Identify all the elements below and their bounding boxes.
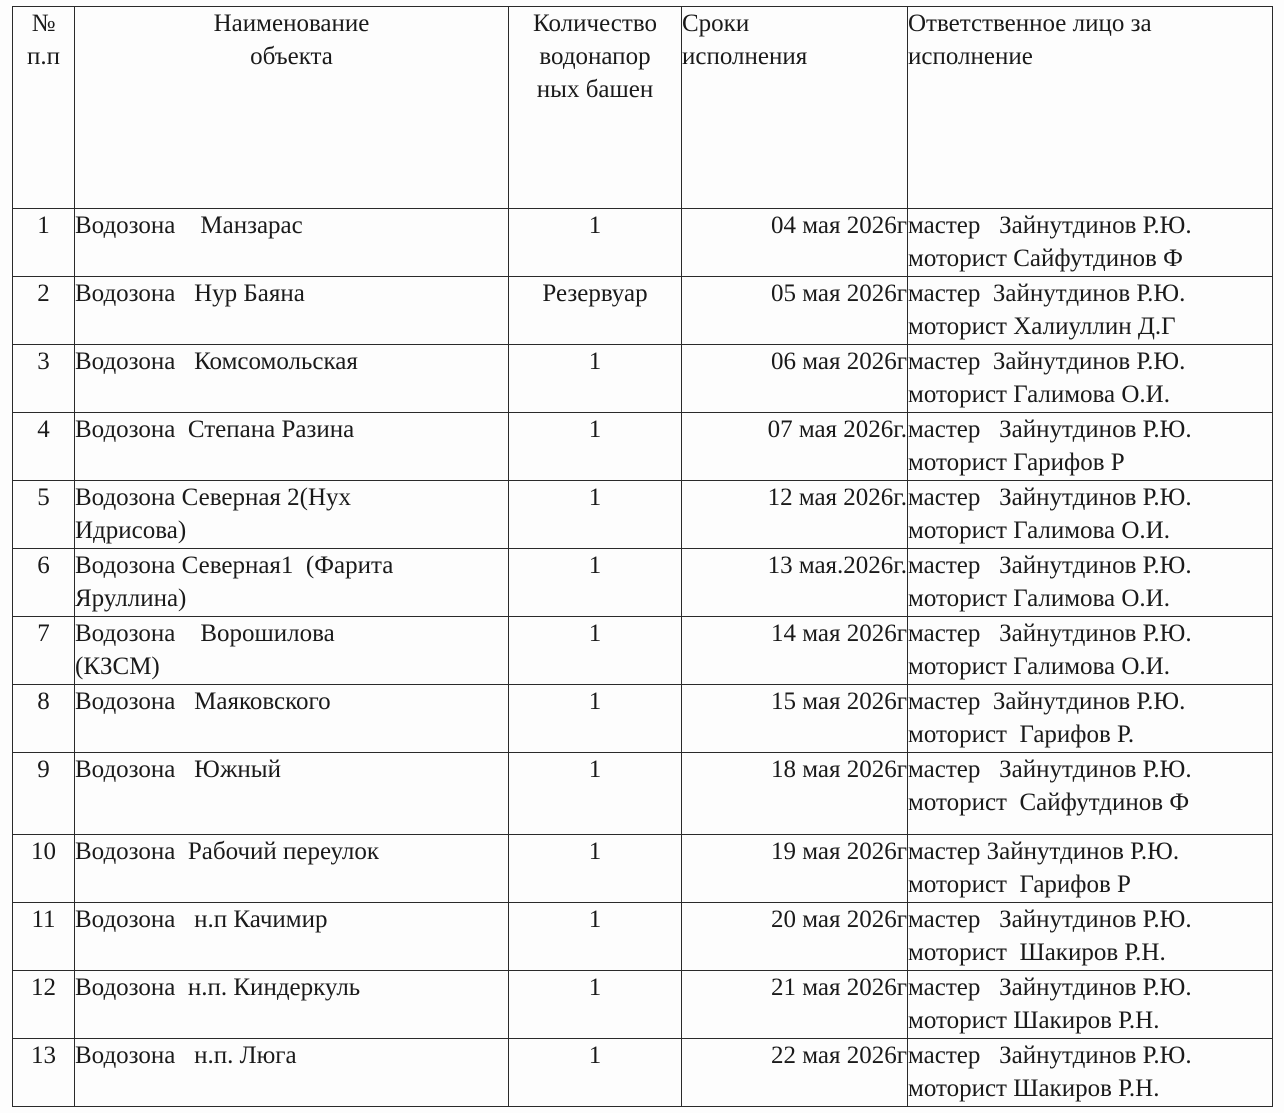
header-count-line-2: водонапор [539, 43, 651, 70]
responsible-operator: моторист Гарифов Р [908, 449, 1125, 476]
header-responsible-line-1: Ответственное лицо за [908, 10, 1152, 37]
header-deadline [682, 7, 908, 209]
responsible-master: мастер Зайнутдинов Р.Ю. [908, 838, 1180, 865]
object-name: Водозона Нур Баяна [75, 277, 509, 345]
deadline-date: 20 мая 2026г [682, 903, 908, 971]
header-object [75, 7, 509, 209]
tower-count: Резервуар [509, 277, 682, 345]
responsible-persons [908, 549, 1273, 617]
row-number: 10 [13, 835, 75, 903]
tower-count: 1 [509, 549, 682, 617]
row-number: 4 [13, 413, 75, 481]
row-number: 9 [13, 753, 75, 835]
table-row [13, 277, 1273, 345]
deadline-date: 05 мая 2026г [682, 277, 908, 345]
responsible-operator: моторист Сайфутдинов Ф [908, 789, 1190, 816]
table-body [13, 209, 1273, 1107]
deadline-date: 14 мая 2026г [682, 617, 908, 685]
table-row [13, 617, 1273, 685]
object-name: Водозона Манзарас [75, 209, 509, 277]
table-row [13, 549, 1273, 617]
row-number: 11 [13, 903, 75, 971]
responsible-master: мастер Зайнутдинов Р.Ю. [908, 1042, 1192, 1069]
tower-count: 1 [509, 617, 682, 685]
row-number: 6 [13, 549, 75, 617]
table-row [13, 903, 1273, 971]
table-row [13, 835, 1273, 903]
header-count [509, 7, 682, 209]
object-name: Водозона н.п. Люга [75, 1039, 509, 1107]
deadline-date: 21 мая 2026г [682, 971, 908, 1039]
object-name: Водозона Южный [75, 753, 509, 835]
object-name: Водозона Северная1 (Фарита Яруллина) [75, 549, 509, 617]
responsible-operator: моторист Шакиров Р.Н. [908, 1075, 1160, 1102]
responsible-persons [908, 617, 1273, 685]
header-deadline-line-1: Сроки [682, 10, 750, 37]
schedule-table [12, 6, 1273, 1107]
header-count-line-1: Количество [533, 10, 657, 37]
responsible-operator: моторист Халиуллин Д.Г [908, 313, 1176, 340]
table-row [13, 413, 1273, 481]
responsible-master: мастер Зайнутдинов Р.Ю. [908, 212, 1192, 239]
tower-count: 1 [509, 1039, 682, 1107]
responsible-master: мастер Зайнутдинов Р.Ю. [908, 416, 1192, 443]
row-number: 7 [13, 617, 75, 685]
tower-count: 1 [509, 685, 682, 753]
responsible-master: мастер Зайнутдинов Р.Ю. [908, 906, 1192, 933]
table-row [13, 209, 1273, 277]
responsible-persons [908, 685, 1273, 753]
header-responsible [908, 7, 1273, 209]
deadline-date: 12 мая 2026г. [682, 481, 908, 549]
header-object-line-2: объекта [250, 43, 333, 70]
responsible-master: мастер Зайнутдинов Р.Ю. [908, 348, 1186, 375]
deadline-date: 04 мая 2026г [682, 209, 908, 277]
tower-count: 1 [509, 413, 682, 481]
row-number: 3 [13, 345, 75, 413]
responsible-operator: моторист Галимова О.И. [908, 381, 1170, 408]
table-row [13, 345, 1273, 413]
responsible-persons [908, 413, 1273, 481]
responsible-operator: моторист Шакиров Р.Н. [908, 1007, 1160, 1034]
deadline-date: 19 мая 2026г [682, 835, 908, 903]
tower-count: 1 [509, 481, 682, 549]
table-row [13, 971, 1273, 1039]
tower-count: 1 [509, 971, 682, 1039]
responsible-operator: моторист Шакиров Р.Н. [908, 939, 1166, 966]
responsible-master: мастер Зайнутдинов Р.Ю. [908, 484, 1192, 511]
responsible-operator: моторист Гарифов Р [908, 871, 1131, 898]
row-number: 12 [13, 971, 75, 1039]
table-row [13, 481, 1273, 549]
responsible-persons [908, 753, 1273, 835]
deadline-date: 22 мая 2026г [682, 1039, 908, 1107]
table-row [13, 1039, 1273, 1107]
responsible-operator: моторист Галимова О.И. [908, 517, 1170, 544]
table-row [13, 753, 1273, 835]
responsible-persons [908, 209, 1273, 277]
deadline-date: 07 мая 2026г. [682, 413, 908, 481]
header-responsible-line-2: исполнение [908, 43, 1033, 70]
deadline-date: 13 мая.2026г. [682, 549, 908, 617]
object-name: Водозона Комсомольская [75, 345, 509, 413]
responsible-persons [908, 277, 1273, 345]
row-number: 13 [13, 1039, 75, 1107]
row-number: 2 [13, 277, 75, 345]
responsible-persons [908, 835, 1273, 903]
responsible-operator: моторист Сайфутдинов Ф [908, 245, 1183, 272]
responsible-persons [908, 903, 1273, 971]
tower-count: 1 [509, 835, 682, 903]
responsible-persons [908, 481, 1273, 549]
responsible-master: мастер Зайнутдинов Р.Ю. [908, 552, 1192, 579]
deadline-date: 15 мая 2026г [682, 685, 908, 753]
header-deadline-line-2: исполнения [682, 43, 808, 70]
responsible-master: мастер Зайнутдинов Р.Ю. [908, 620, 1192, 647]
deadline-date: 06 мая 2026г [682, 345, 908, 413]
header-number-line-2: п.п [26, 43, 60, 70]
object-name: Водозона Степана Разина [75, 413, 509, 481]
responsible-operator: моторист Галимова О.И. [908, 585, 1170, 612]
responsible-persons [908, 1039, 1273, 1107]
header-number-line-1: № [31, 10, 56, 37]
responsible-master: мастер Зайнутдинов Р.Ю. [908, 974, 1192, 1001]
responsible-persons [908, 345, 1273, 413]
table-header-row [13, 7, 1273, 209]
table-row [13, 685, 1273, 753]
row-number: 5 [13, 481, 75, 549]
responsible-master: мастер Зайнутдинов Р.Ю. [908, 280, 1186, 307]
row-number: 8 [13, 685, 75, 753]
header-object-line-1: Наименование [213, 10, 370, 37]
header-count-line-3: ных башен [536, 76, 654, 103]
responsible-persons [908, 971, 1273, 1039]
object-name: Водозона Ворошилова (КЗСМ) [75, 617, 509, 685]
object-name: Водозона Северная 2(Нух Идрисова) [75, 481, 509, 549]
responsible-operator: моторист Галимова О.И. [908, 653, 1170, 680]
row-number: 1 [13, 209, 75, 277]
responsible-master: мастер Зайнутдинов Р.Ю. [908, 756, 1192, 783]
header-number [13, 7, 75, 209]
object-name: Водозона н.п Качимир [75, 903, 509, 971]
deadline-date: 18 мая 2026г [682, 753, 908, 835]
tower-count: 1 [509, 345, 682, 413]
object-name: Водозона Маяковского [75, 685, 509, 753]
responsible-operator: моторист Гарифов Р. [908, 721, 1135, 748]
responsible-master: мастер Зайнутдинов Р.Ю. [908, 688, 1186, 715]
object-name: Водозона н.п. Киндеркуль [75, 971, 509, 1039]
object-name: Водозона Рабочий переулок [75, 835, 509, 903]
tower-count: 1 [509, 753, 682, 835]
tower-count: 1 [509, 209, 682, 277]
tower-count: 1 [509, 903, 682, 971]
